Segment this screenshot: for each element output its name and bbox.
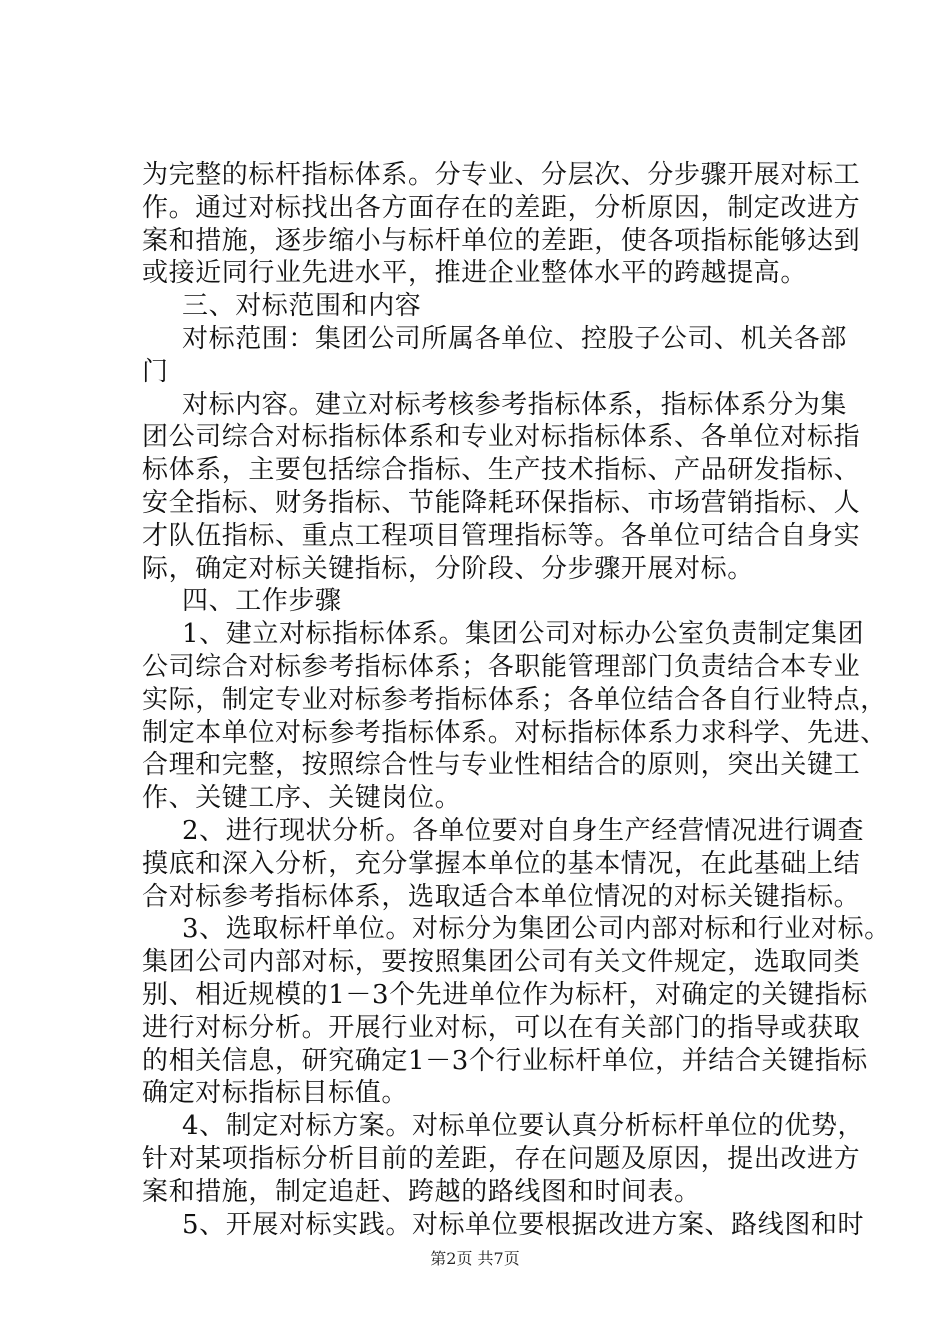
text-line: 公司综合对标参考指标体系；各职能管理部门负责结合本专业 xyxy=(142,651,861,682)
document-body xyxy=(142,159,891,1241)
text-line: 摸底和深入分析，充分掌握本单位的基本情况，在此基础上结 xyxy=(142,848,861,879)
text-line: 合理和完整，按照综合性与专业性相结合的原则，突出关键工 xyxy=(142,750,861,781)
text-line: 3、选取标杆单位。对标分为集团公司内部对标和行业对标。 xyxy=(182,914,891,945)
text-line: 案和措施，逐步缩小与标杆单位的差距，使各项指标能够达到 xyxy=(142,225,861,256)
text-line: 5、开展对标实践。对标单位要根据改进方案、路线图和时 xyxy=(182,1209,865,1240)
text-line: 际，确定对标关键指标，分阶段、分步骤开展对标。 xyxy=(142,553,754,584)
page-number-footer: 第2页 共7页 xyxy=(430,1249,520,1268)
text-line: 作、关键工序、关键岗位。 xyxy=(142,783,462,814)
text-line: 4、制定对标方案。对标单位要认真分析标杆单位的优势， xyxy=(182,1111,865,1142)
text-line: 确定对标指标目标值。 xyxy=(142,1078,409,1109)
text-line: 制定本单位对标参考指标体系。对标指标体系力求科学、先进、 xyxy=(142,717,887,748)
text-line: 才队伍指标、重点工程项目管理指标等。各单位可结合自身实 xyxy=(142,520,861,551)
text-line: 别、相近规模的1－3个先进单位作为标杆，对确定的关键指标 xyxy=(142,979,868,1010)
text-line: 的相关信息，研究确定1－3个行业标杆单位，并结合关键指标 xyxy=(142,1045,868,1076)
text-line: 对标范围：集团公司所属各单位、控股子公司、机关各部 xyxy=(182,323,848,354)
text-line: 集团公司内部对标，要按照集团公司有关文件规定，选取同类 xyxy=(142,947,861,978)
text-line: 2、进行现状分析。各单位要对自身生产经营情况进行调查 xyxy=(182,815,865,846)
section-heading: 三、对标范围和内容 xyxy=(182,291,422,322)
text-line: 门 xyxy=(142,356,169,387)
text-line: 安全指标、财务指标、节能降耗环保指标、市场营销指标、人 xyxy=(142,487,861,518)
text-line: 标体系，主要包括综合指标、生产技术指标、产品研发指标、 xyxy=(142,455,861,486)
text-line: 案和措施，制定追赶、跨越的路线图和时间表。 xyxy=(142,1176,701,1207)
text-line: 对标内容。建立对标考核参考指标体系，指标体系分为集 xyxy=(182,389,848,420)
text-line: 实际，制定专业对标参考指标体系；各单位结合各自行业特点， xyxy=(142,684,887,715)
text-line: 作。通过对标找出各方面存在的差距，分析原因，制定改进方 xyxy=(142,192,861,223)
text-line: 为完整的标杆指标体系。分专业、分层次、分步骤开展对标工 xyxy=(142,160,861,190)
text-line: 合对标参考指标体系，选取适合本单位情况的对标关键指标。 xyxy=(142,881,861,912)
text-line: 进行对标分析。开展行业对标，可以在有关部门的指导或获取 xyxy=(142,1012,861,1043)
text-line: 1、建立对标指标体系。集团公司对标办公室负责制定集团 xyxy=(182,619,865,650)
text-line: 或接近同行业先进水平，推进企业整体水平的跨越提高。 xyxy=(142,258,808,289)
section-heading: 四、工作步骤 xyxy=(182,586,342,617)
text-line: 团公司综合对标指标体系和专业对标指标体系、各单位对标指 xyxy=(142,422,861,453)
text-line: 针对某项指标分析目前的差距，存在问题及原因，提出改进方 xyxy=(142,1143,861,1174)
